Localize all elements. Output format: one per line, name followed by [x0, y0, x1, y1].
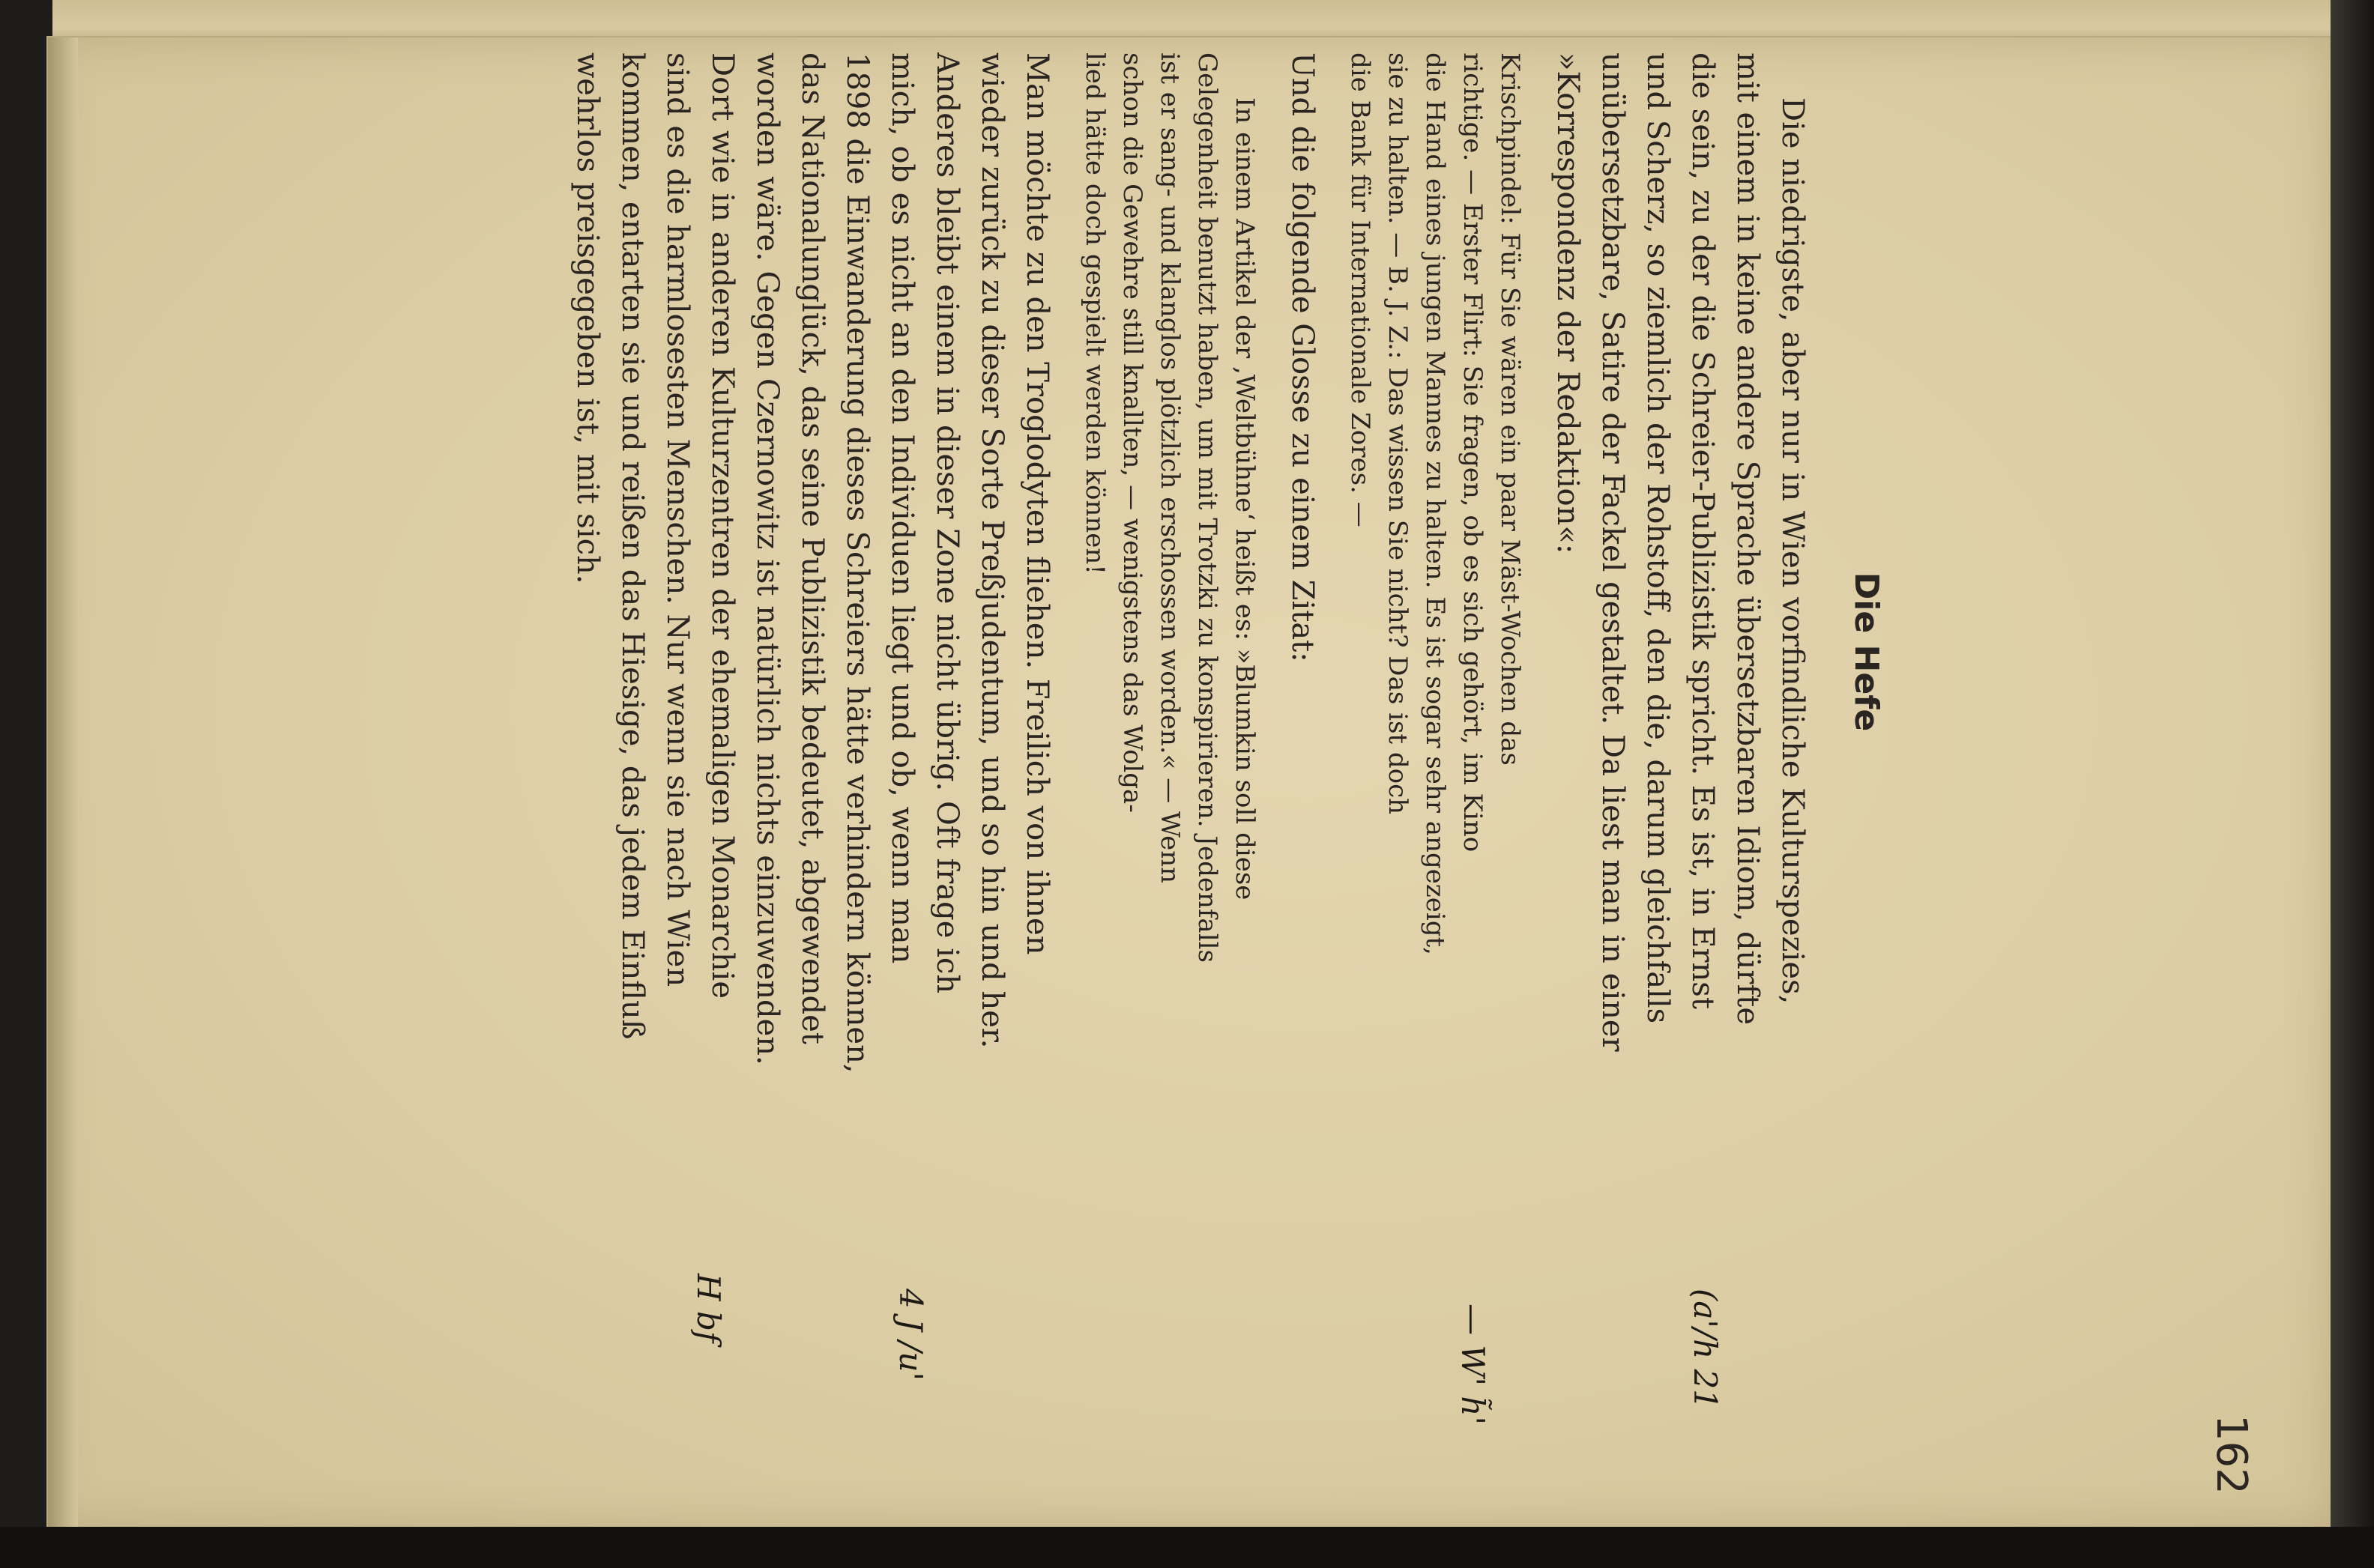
text-line: und Scherz, so ziemlich der Rohstoff, den die, darum gleichfalls: [1640, 52, 1675, 1024]
paragraph-gloss-intro: [1280, 52, 1325, 1251]
text-line: die sein, zu der die Schreier-Publizistik spricht. Es ist, in Ernst: [1685, 52, 1720, 1009]
text-line: kommen, entarten sie und reißen das Hiesige, das jedem Einfluß: [615, 52, 650, 1040]
text-line: wehrlos preisgegeben ist, mit sich.: [570, 52, 605, 584]
article-text-block: [570, 52, 1888, 1251]
text-line: »Korrespondenz der Redaktion«:: [1550, 52, 1585, 554]
text-line: richtige. — Erster Flirt: Sie fragen, ob es sich gehört, im Kino: [1458, 52, 1487, 853]
text-line: wieder zurück zu dieser Sorte Preßjudentum, und so hin und her.: [975, 52, 1009, 1049]
text-line: In einem Artikel der ‚Weltbühne‘ heißt es: »Blumkin soll diese: [1230, 97, 1260, 900]
text-line: Krischpindel: Für Sie wären ein paar Mäst-Wochen das: [1495, 52, 1525, 766]
handwritten-note-1: (a'/h 21: [1687, 1289, 1724, 1409]
scan-edge-shadow-right: [2331, 0, 2374, 1568]
paragraph-commentary: [565, 52, 1060, 1251]
text-line: mit einem in keine andere Sprache übersetzbaren Idiom, dürfte: [1730, 52, 1765, 1026]
text-line: Man möchte zu den Troglodyten fliehen. Freilich von ihnen: [1020, 52, 1054, 955]
text-line: das Nationalunglück, das seine Publizistik bedeutet, abgewendet: [795, 52, 830, 1044]
page-number: 162: [2207, 1414, 2256, 1495]
handwritten-note-4: H bf: [690, 1274, 727, 1343]
paragraph-intro: [1545, 52, 1815, 1251]
paragraph-quote-weltbuehne: [1076, 52, 1263, 1251]
handwritten-note-2: — W' h̃': [1455, 1304, 1491, 1426]
text-line: unübersetzbare, Satire der Fackel gestaltet. Da liest man in einer: [1595, 52, 1630, 1052]
text-line: Anderes bleibt einem in dieser Zone nicht übrig. Oft frage ich: [930, 52, 964, 994]
page-gutter: [48, 37, 78, 1528]
article-title: Die Hefe: [1847, 572, 1885, 732]
text-line: worden wäre. Gegen Czernowitz ist natürlich nichts einzuwenden.: [750, 52, 785, 1065]
text-line: lied hätte doch gespielt werden können!: [1080, 52, 1110, 575]
text-line: schon die Gewehre still knallten, — wenigstens das Wolga-: [1117, 52, 1147, 813]
scan-edge-shadow-bottom: [0, 1527, 2374, 1568]
text-line: Und die folgende Glosse zu einem Zitat:: [1285, 52, 1320, 662]
text-line: 1898 die Einwanderung dieses Schreiers hätte verhindern können,: [840, 52, 875, 1074]
text-line: mich, ob es nicht an den Individuen liegt und ob, wenn man: [885, 52, 919, 964]
text-line: sie zu halten. — B. J. Z.: Das wissen Sie nicht? Das ist doch: [1383, 52, 1413, 815]
text-line: Die niedrigste, aber nur in Wien vorfindliche Kulturspezies,: [1775, 97, 1810, 1005]
text-line: die Hand eines jungen Mannes zu halten. Es ist sogar sehr angezeigt,: [1420, 52, 1450, 955]
text-line: die Bank für Internationale Zores. —: [1345, 52, 1375, 527]
text-line: sind es die harmlosesten Menschen. Nur wenn sie nach Wien: [660, 52, 695, 987]
text-line: ist er sang- und klanglos plötzlich erschossen worden.« — Wenn: [1155, 52, 1185, 884]
paragraph-quote-correspondence: [1341, 52, 1529, 1251]
text-line: Dort wie in anderen Kulturzentren der ehemaligen Monarchie: [705, 52, 740, 999]
text-line: Gelegenheit benutzt haben, um mit Trotzki zu konspirieren. Jedenfalls: [1192, 52, 1222, 963]
handwritten-note-3: 4 J /u': [892, 1289, 929, 1381]
